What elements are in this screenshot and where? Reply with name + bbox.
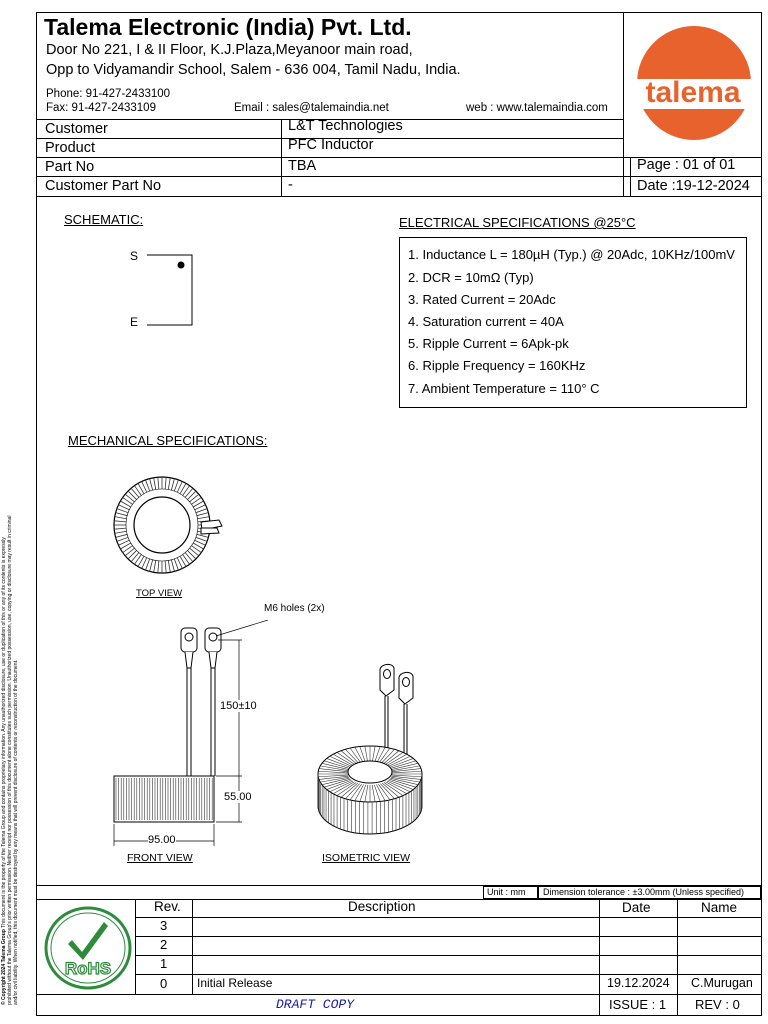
customer-label: Customer (45, 121, 108, 137)
info-col-divider (281, 119, 282, 196)
rev-number: 1 (160, 956, 168, 971)
product-label: Product (45, 140, 95, 156)
email-text: Email : sales@talemaindia.net (234, 102, 389, 114)
spec-item: 5. Ripple Current = 6Apk-pk (408, 336, 569, 351)
rohs-text: RoHS (64, 959, 112, 978)
spec-item: 1. Inductance L = 180µH (Typ.) @ 20Adc, 10KHz/100mV (408, 247, 735, 262)
spec-item: 3. Rated Current = 20Adc (408, 292, 556, 307)
schematic-end-label: E (130, 315, 139, 329)
spec-item: 4. Saturation current = 40A (408, 314, 564, 329)
rule-info-bottom (36, 196, 762, 197)
lug-left-hole (185, 633, 193, 641)
partno-label: Part No (45, 159, 95, 175)
spec-item: 7. Ambient Temperature = 110° C (408, 381, 600, 396)
rev-name: C.Murugan (691, 976, 753, 990)
logo-divider (623, 12, 624, 196)
desc-header: Description (348, 899, 416, 914)
document-date: Date :19-12-2024 (637, 178, 750, 194)
name-header: Name (701, 900, 738, 915)
customer-value: L&T Technologies (288, 118, 403, 134)
name-col-divider (677, 899, 678, 1016)
draft-copy-stamp: DRAFT COPY (276, 997, 355, 1012)
mechanical-title: MECHANICAL SPECIFICATIONS: (68, 433, 268, 448)
rule-rev-row (135, 936, 762, 937)
rule-rev-bottom (36, 994, 762, 995)
spec-item: 2. DCR = 10mΩ (Typ) (408, 270, 534, 285)
rev-number: 0 (160, 976, 168, 991)
web-text: web : www.talemaindia.com (466, 102, 608, 114)
talema-logo (624, 14, 760, 150)
address-line-1: Door No 221, I & II Floor, K.J.Plaza,Meyanoor main road, (46, 42, 413, 58)
top-view-drawing (105, 472, 230, 582)
product-value: PFC Inductor (288, 137, 374, 153)
core-inner (134, 497, 190, 553)
schematic-start-label: S (130, 249, 139, 263)
front-view-label: FRONT VIEW (127, 852, 193, 864)
isometric-view-label: ISOMETRIC VIEW (322, 852, 411, 864)
electrical-title: ELECTRICAL SPECIFICATIONS @25°C (399, 215, 636, 230)
holes-note: M6 holes (2x) (264, 603, 325, 614)
company-name: Talema Electronic (India) Pvt. Ltd. (44, 14, 412, 40)
schematic-title: SCHEMATIC: (64, 212, 144, 227)
electrical-spec-box (399, 237, 747, 408)
rule-rev-row (135, 974, 762, 975)
address-line-2: Opp to Vidyamandir School, Salem - 636 004, Tamil Nadu, India. (46, 62, 461, 78)
unit-box (483, 886, 538, 899)
dim-width: 95.00 (148, 834, 176, 846)
rohs-badge (42, 904, 134, 992)
top-view-label: TOP VIEW (136, 588, 183, 599)
dim-lead-length: 150±10 (220, 700, 257, 712)
spec-item: 6. Ripple Frequency = 160KHz (408, 358, 586, 373)
holes-leader (216, 620, 268, 636)
rev-number: 2 (160, 937, 168, 952)
date-col-divider (599, 899, 600, 1016)
lead-lug-2 (201, 528, 219, 534)
front-view-drawing (100, 620, 280, 852)
iso-lug-left-hole (384, 670, 391, 679)
rule-rev-row (135, 917, 762, 918)
unit-text: Unit : mm (487, 887, 526, 897)
lug-right-hole (209, 633, 217, 641)
page-col-divider (630, 157, 631, 196)
copyright-body: This document is the property of the Talema Group and contains proprietary information. Any unauthorized disclosure, use or duplication of this or any of its contents is expressly prohibited without the Talema Group's prior written permission. Neither receipt nor possession of this document alone constitutes such permission. Unauthorized possession, use, copying or disclosure may result in criminal and/or civil liability. When notified, this document must be destroyed by any means that will prevent disclosure of contents or reconstruction of the document. (1, 515, 19, 1005)
tolerance-box (538, 886, 761, 899)
lug-right-neck (209, 652, 217, 668)
customer-partno-value: - (288, 177, 293, 193)
copyright-title: © Copyright 2024 Talema Group (1, 929, 7, 1005)
rule-rev-row (135, 955, 762, 956)
schematic-diagram (120, 245, 200, 335)
isometric-view-drawing (310, 656, 435, 852)
partno-value: TBA (288, 158, 317, 174)
page-indicator: Page : 01 of 01 (637, 157, 736, 173)
rev-date: 19.12.2024 (607, 976, 670, 990)
dim-height: 55.00 (224, 791, 252, 803)
rule-partno (36, 176, 762, 177)
iso-lug-right-hole (403, 678, 410, 687)
desc-col-divider (192, 899, 193, 994)
polarity-dot (178, 262, 185, 269)
customer-partno-label: Customer Part No (45, 178, 162, 194)
iso-core-hole (348, 761, 392, 783)
phone-text: Phone: 91-427-2433100 (46, 88, 171, 100)
rev-number: 3 (160, 918, 168, 933)
copyright-notice (1, 515, 19, 1005)
schematic-winding (147, 255, 192, 325)
revision-number: REV : 0 (695, 997, 740, 1012)
rev-col-divider (135, 899, 136, 994)
rev-description: Initial Release (197, 976, 273, 990)
lug-left-neck (185, 652, 193, 668)
date-header: Date (622, 900, 651, 915)
rev-header: Rev. (154, 899, 181, 914)
fax-text: Fax: 91-427-2433109 (46, 102, 156, 114)
tolerance-text: Dimension tolerance : ±3.00mm (Unless specified) (543, 887, 745, 897)
issue-number: ISSUE : 1 (609, 997, 667, 1012)
logo-text: talema (645, 76, 741, 109)
